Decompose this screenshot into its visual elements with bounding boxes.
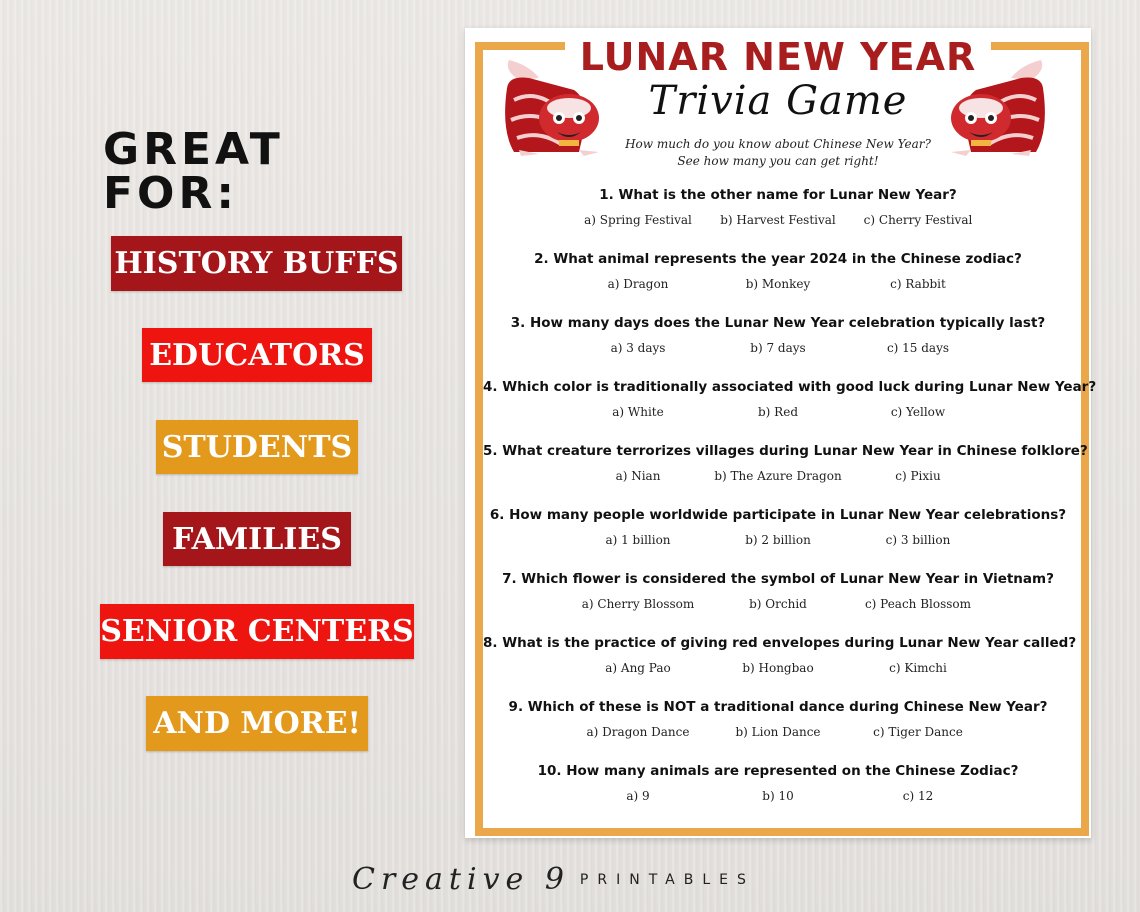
answer-option-a: a) Cherry Blossom (581, 597, 695, 611)
answer-options (483, 533, 1073, 547)
question-list (483, 186, 1097, 826)
answer-option-b: b) Harvest Festival (720, 213, 836, 227)
answer-option-c: c) Tiger Dance (873, 725, 963, 739)
answer-option-a: a) Dragon (607, 277, 669, 291)
intro-line-2: See how many you can get right! (677, 154, 879, 168)
question-item (483, 634, 1077, 698)
answer-option-a: a) Spring Festival (584, 213, 692, 227)
answer-option-c: c) 3 billion (885, 533, 951, 547)
answer-option-a: a) 9 (626, 789, 650, 803)
question-item (483, 570, 1073, 634)
answer-options (483, 469, 1073, 483)
question-text: 4. Which color is traditionally associated with good luck during Lunar New Year? (483, 379, 1097, 395)
question-text: 2. What animal represents the year 2024 in the Chinese zodiac? (534, 251, 1022, 267)
question-text: 3. How many days does the Lunar New Year celebration typically last? (510, 315, 1046, 331)
question-item (483, 186, 1073, 250)
answer-option-b: b) The Azure Dragon (714, 469, 842, 483)
answer-option-c: c) 15 days (886, 341, 950, 355)
question-text: 6. How many people worldwide participate in Lunar New Year celebrations? (489, 507, 1067, 523)
question-item (483, 698, 1073, 762)
answer-options (483, 341, 1073, 355)
great-for-heading: GREAT FOR: (103, 124, 284, 219)
question-text: 7. Which flower is considered the symbol of Lunar New Year in Vietnam? (502, 571, 1054, 587)
question-item (483, 506, 1073, 570)
answer-option-b: b) Monkey (745, 277, 811, 291)
sheet-title: LUNAR NEW YEAR (565, 34, 991, 80)
question-text: 1. What is the other name for Lunar New Year? (599, 187, 957, 203)
answer-options (483, 277, 1073, 291)
question-item (483, 762, 1073, 826)
answer-option-a: a) Nian (615, 469, 661, 483)
question-text: 8. What is the practice of giving red envelopes during Lunar New Year called? (483, 635, 1077, 651)
answer-option-a: a) White (612, 405, 664, 419)
answer-option-c: c) Yellow (890, 405, 946, 419)
answer-option-a: a) 1 billion (605, 533, 671, 547)
tag-students: STUDENTS (156, 420, 358, 474)
answer-option-c: c) Rabbit (890, 277, 946, 291)
answer-option-a: a) Ang Pao (605, 661, 671, 675)
sheet-subtitle: Trivia Game (648, 78, 908, 124)
question-text: 10. How many animals are represented on the Chinese Zodiac? (537, 763, 1019, 779)
question-item (483, 442, 1088, 506)
tag-history-buffs: HISTORY BUFFS (111, 236, 402, 291)
answer-option-c: c) Pixiu (895, 469, 941, 483)
question-text: 9. Which of these is NOT a traditional dance during Chinese New Year? (508, 699, 1048, 715)
question-item (483, 378, 1097, 442)
intro-line-1: How much do you know about Chinese New Year? (625, 137, 931, 151)
brand-print-text: PRINTABLES (579, 871, 755, 888)
answer-options (483, 597, 1073, 611)
question-item (483, 250, 1073, 314)
answer-option-b: b) Orchid (749, 597, 807, 611)
question-item (483, 314, 1073, 378)
answer-option-b: b) Red (758, 405, 798, 419)
question-text: 5. What creature terrorizes villages during Lunar New Year in Chinese folklore? (483, 443, 1088, 459)
tag-and-more: AND MORE! (146, 696, 368, 751)
answer-options (483, 213, 1073, 227)
tag-senior-centers: SENIOR CENTERS (100, 604, 414, 659)
answer-option-b: b) 7 days (750, 341, 806, 355)
answer-options (483, 725, 1073, 739)
answer-option-b: b) 2 billion (745, 533, 811, 547)
trivia-sheet (465, 28, 1097, 838)
answer-option-b: b) Lion Dance (735, 725, 821, 739)
answer-option-a: a) Dragon Dance (586, 725, 690, 739)
sheet-intro (465, 136, 1091, 170)
answer-option-a: a) 3 days (610, 341, 666, 355)
tag-educators: EDUCATORS (142, 328, 372, 382)
answer-options (483, 661, 1073, 675)
answer-options (483, 789, 1073, 803)
answer-options (483, 405, 1073, 419)
answer-option-c: c) 12 (902, 789, 934, 803)
answer-option-c: c) Kimchi (889, 661, 947, 675)
answer-option-c: c) Peach Blossom (864, 597, 972, 611)
answer-option-b: b) 10 (762, 789, 794, 803)
tag-families: FAMILIES (163, 512, 351, 566)
answer-option-c: c) Cherry Festival (863, 213, 973, 227)
brand-logo (352, 862, 755, 897)
answer-option-b: b) Hongbao (742, 661, 814, 675)
brand-script-text: Creative 9 (352, 862, 570, 897)
